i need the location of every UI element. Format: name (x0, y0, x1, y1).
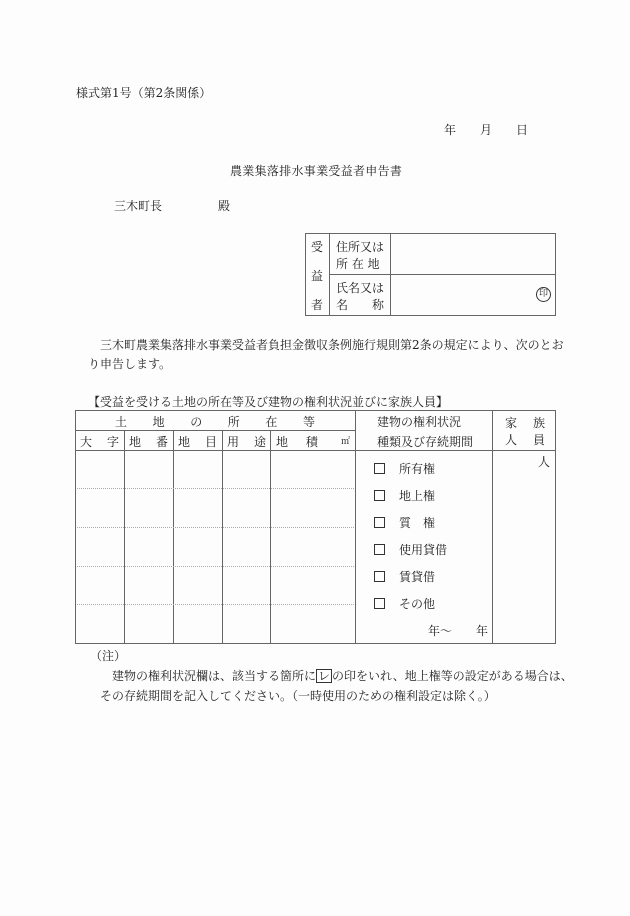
family-header-char: 人 (505, 433, 518, 447)
note-text: 建物の権利状況欄は、該当する箇所に (112, 669, 317, 683)
rights-option-superficies[interactable] (374, 487, 435, 504)
name-label-line2: 名 称 (336, 298, 385, 312)
document-title: 農業集落排水事業受益者申告書 (230, 164, 403, 178)
checkbox-icon[interactable] (374, 544, 385, 555)
section-title: 【受益を受ける土地の所在等及び建物の権利状況並びに家族人員】 (88, 395, 449, 409)
building-header: 建物の権利状況 (377, 415, 462, 429)
applicant-side-char: 受 (311, 240, 324, 254)
column-header-char: 字 (106, 435, 119, 449)
address-field[interactable] (395, 240, 550, 270)
address-label-line1: 住所又は (336, 240, 385, 254)
family-header-char: 家 (505, 416, 518, 430)
checkbox-icon[interactable] (374, 598, 385, 609)
rights-option-label: 賃貸借 (399, 570, 436, 584)
column-header-char: 目 (204, 435, 217, 449)
date-year-label: 年 (444, 123, 457, 137)
land-header-char: 等 (302, 415, 315, 429)
checkbox-icon[interactable] (374, 517, 385, 528)
family-count-field[interactable] (496, 470, 551, 640)
building-subheader: 種類及び存続期間 (377, 435, 474, 449)
rights-option-label: 地上権 (399, 489, 436, 503)
seal-mark: 印 (536, 287, 551, 302)
checkbox-icon[interactable] (374, 490, 385, 501)
rights-option-pledge[interactable] (374, 514, 435, 531)
addressee-name: 三木町長 (114, 199, 163, 213)
name-label-line1: 氏名又は (336, 281, 385, 295)
body-text-line2: り申告します。 (88, 357, 172, 371)
family-subheader (505, 431, 545, 448)
name-field[interactable] (395, 280, 525, 310)
land-header-char: 所 (227, 415, 240, 429)
column-header-char: 番 (155, 435, 168, 449)
checkmark-example-icon: レ (318, 669, 331, 683)
column-header-char: 地 (178, 435, 191, 449)
family-header-char: 族 (532, 416, 545, 430)
area-unit: ㎡ (340, 437, 350, 447)
family-header (505, 414, 545, 431)
note-text: の印をいれ、地上権等の設定がある場合は、 (332, 669, 573, 683)
column-header-char: 地 (276, 435, 289, 449)
address-label-line2: 所 在 地 (336, 257, 380, 271)
rights-option-loan-for-use[interactable] (374, 541, 447, 558)
period-from: 年〜 (428, 624, 453, 638)
land-header-char: の (190, 415, 203, 429)
land-header-char: 土 (115, 415, 128, 429)
rights-option-lease[interactable] (374, 568, 435, 585)
column-header-char: 大 (80, 435, 93, 449)
land-header (115, 413, 315, 430)
column-header-char: 途 (253, 435, 266, 449)
land-header-char: 在 (265, 415, 278, 429)
column-header-oaza (80, 433, 119, 450)
column-header-char: 地 (129, 435, 142, 449)
land-entry-area[interactable] (77, 452, 353, 641)
column-header-char: 用 (227, 435, 240, 449)
column-header-chimoku (178, 433, 217, 450)
rights-option-label: 使用貸借 (399, 543, 448, 557)
column-header-yoto (227, 433, 266, 450)
column-header-chiseki (276, 433, 350, 450)
date-day-label: 日 (516, 123, 529, 137)
rights-option-other[interactable] (374, 595, 435, 612)
column-header-char: 積 (305, 435, 318, 449)
family-header-char: 員 (532, 433, 545, 447)
form-number: 様式第1号（第2条関係） (76, 86, 212, 100)
checkbox-icon[interactable] (374, 571, 385, 582)
column-header-chiban (129, 433, 168, 450)
land-header-char: 地 (152, 415, 165, 429)
rights-option-label: その他 (399, 597, 436, 611)
note-label: （注） (90, 649, 127, 663)
note-line2: その存続期間を記入してください。（一時使用のための権利設定は除く。） (100, 689, 496, 703)
applicant-side-char: 者 (311, 298, 324, 312)
period-to: 年 (476, 624, 489, 638)
checkbox-icon[interactable] (374, 463, 385, 474)
date-month-label: 月 (480, 123, 493, 137)
family-count-unit: 人 (538, 455, 551, 469)
applicant-side-char: 益 (311, 269, 324, 283)
body-text-line1: 三木町農業集落排水事業受益者負担金徴収条例施行規則第2条の規定により、次のとお (100, 338, 564, 352)
addressee-honorific: 殿 (218, 199, 231, 213)
note-line1 (112, 667, 573, 684)
rights-option-label: 質 権 (399, 516, 436, 530)
rights-option-ownership[interactable] (374, 460, 435, 477)
rights-option-label: 所有権 (399, 462, 436, 476)
